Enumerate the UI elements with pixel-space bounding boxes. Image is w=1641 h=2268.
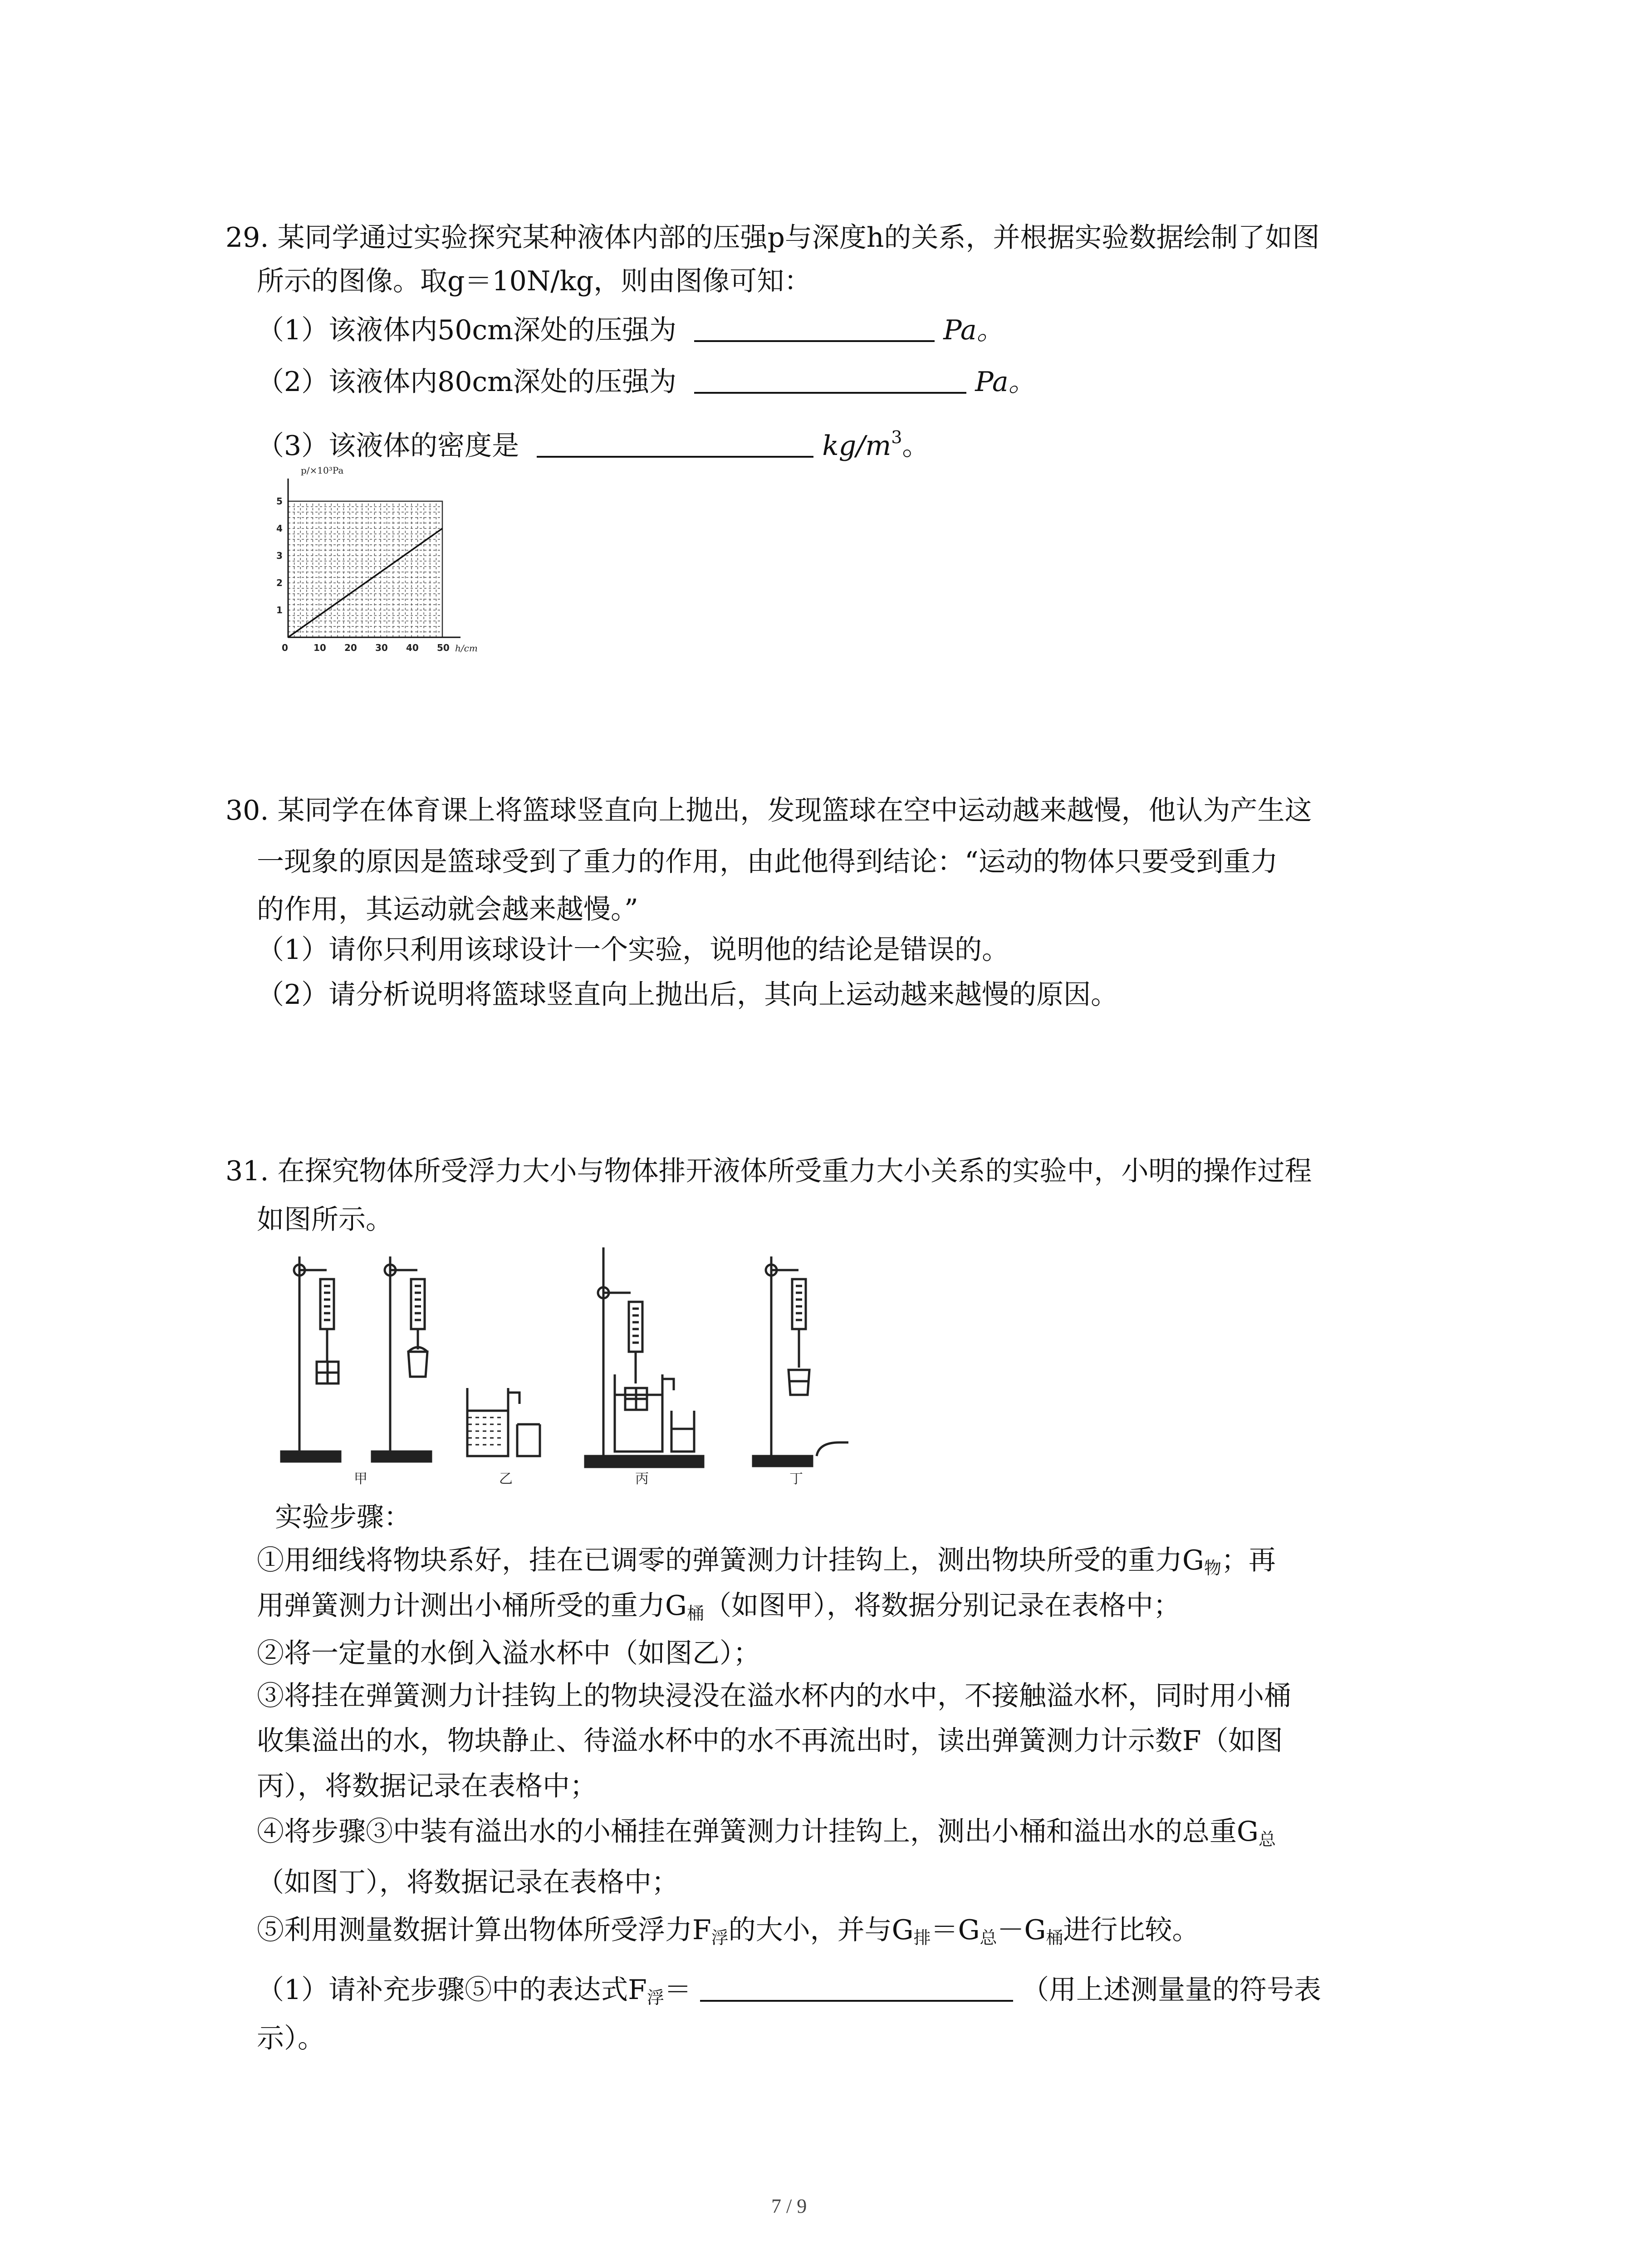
q29-sub3-text: （3）该液体的密度是 bbox=[257, 430, 519, 462]
q31-step5-text-a: ⑤利用测量数据计算出物体所受浮力F bbox=[257, 1914, 711, 1946]
stand-2-with-bucket bbox=[372, 1256, 431, 1461]
y-tick-label: 2 bbox=[276, 577, 283, 588]
q31-step3-b bbox=[257, 1722, 1283, 1760]
stand-3-submerged bbox=[585, 1247, 703, 1467]
q31-step4-text-b: （如图丁），将数据记录在表格中； bbox=[257, 1867, 679, 1898]
y-tick-label: 1 bbox=[276, 605, 283, 616]
q31-step1-b bbox=[257, 1587, 1181, 1633]
q31-step5-sub4: 桶 bbox=[1046, 1928, 1063, 1948]
q29-sub2 bbox=[257, 363, 1036, 401]
fig-label-bing: 丙 bbox=[635, 1471, 649, 1487]
q29-sub1 bbox=[257, 311, 1004, 349]
q30-text-3: 的作用，其运动就会越来越慢。” bbox=[257, 894, 638, 925]
y-tick-label: 4 bbox=[276, 523, 283, 534]
q30-number: 30. bbox=[225, 795, 269, 826]
q31-step1-sub-c: 桶 bbox=[686, 1603, 704, 1623]
q31-step5-text-d: －G bbox=[997, 1914, 1046, 1946]
chart-x-axis-label: h/cm bbox=[455, 643, 478, 654]
q30-text-1: 某同学在体育课上将篮球竖直向上抛出，发现篮球在空中运动越来越慢，他认为产生这 bbox=[277, 795, 1312, 826]
chart-grid bbox=[288, 501, 442, 637]
q31-step5-sub3: 总 bbox=[980, 1928, 997, 1948]
fig-label-jia: 甲 bbox=[354, 1471, 367, 1487]
q31-step5-sub2: 排 bbox=[913, 1928, 931, 1948]
q31-apparatus-figure bbox=[272, 1243, 926, 1488]
q31-step5-sub1: 浮 bbox=[711, 1928, 729, 1948]
q29-sub3-unit: kg/m bbox=[822, 430, 892, 462]
q29-sub2-text: （2）该液体内80cm深处的压强为 bbox=[257, 366, 677, 398]
q31-steps-title bbox=[275, 1498, 411, 1536]
q30-text-2: 一现象的原因是篮球受到了重力的作用，由此他得到结论：“运动的物体只要受到重力 bbox=[257, 846, 1278, 878]
q30-line1 bbox=[225, 792, 1312, 830]
x-tick-label: 20 bbox=[344, 642, 357, 653]
q31-step3-text-b: 收集溢出的水，物块静止、待溢水杯中的水不再流出时，读出弹簧测力计示数F（如图 bbox=[257, 1725, 1283, 1757]
q31-step1-text-b: ；再 bbox=[1221, 1545, 1276, 1576]
q31-sub1-eq: ＝ bbox=[664, 1974, 691, 2006]
q29-answer-blank-3[interactable] bbox=[537, 429, 813, 458]
q31-step1-sub: 物 bbox=[1204, 1558, 1221, 1578]
q31-sub1-cont bbox=[257, 2019, 325, 2058]
q31-step5-text-e: 进行比较。 bbox=[1063, 1914, 1200, 1946]
q31-steps-title-text: 实验步骤： bbox=[275, 1501, 411, 1533]
q31-step3-text-c: 丙），将数据记录在表格中； bbox=[257, 1770, 597, 1802]
q31-line1 bbox=[225, 1152, 1312, 1190]
q31-step1-text-a: ①用细线将物块系好，挂在已调零的弹簧测力计挂钩上，测出物块所受的重力G bbox=[257, 1545, 1204, 1576]
overflow-cup-group bbox=[467, 1388, 540, 1456]
grid-border bbox=[288, 501, 442, 637]
q31-step3-a bbox=[257, 1677, 1291, 1715]
q29-sub1-unit: Pa。 bbox=[943, 314, 1004, 346]
q31-step5-text-b: 的大小，并与G bbox=[728, 1914, 914, 1946]
q29-pressure-depth-chart bbox=[265, 458, 479, 667]
q31-text-2: 如图所示。 bbox=[257, 1204, 393, 1236]
stand-1-with-block bbox=[281, 1256, 340, 1461]
y-tick-label: 5 bbox=[276, 496, 283, 507]
q29-sub2-unit: Pa。 bbox=[975, 366, 1036, 398]
q29-number: 29. bbox=[225, 222, 269, 254]
fig-label-yi: 乙 bbox=[499, 1471, 513, 1487]
x-tick-label: 40 bbox=[406, 642, 419, 653]
q29-answer-blank-1[interactable] bbox=[694, 313, 935, 342]
q30-sub2-text: （2）请分析说明将篮球竖直向上抛出后，其向上运动越来越慢的原因。 bbox=[257, 979, 1118, 1011]
q29-answer-blank-2[interactable] bbox=[694, 365, 966, 394]
q31-step1-text-c: 用弹簧测力计测出小桶所受的重力G bbox=[257, 1590, 687, 1622]
fig-label-ding: 丁 bbox=[789, 1471, 803, 1487]
x-tick-label: 30 bbox=[375, 642, 388, 653]
q31-sub1-sub: 浮 bbox=[647, 1988, 664, 2008]
q31-line2 bbox=[257, 1201, 393, 1239]
q30-sub1 bbox=[257, 931, 1009, 969]
q31-step2-text: ②将一定量的水倒入溢水杯中（如图乙）； bbox=[257, 1637, 760, 1669]
chart-ticks bbox=[276, 496, 450, 653]
q29-line2 bbox=[257, 262, 811, 300]
q31-step5-text-c: ＝G bbox=[931, 1914, 980, 1946]
q31-text-1: 在探究物体所受浮力大小与物体排开液体所受重力大小关系的实验中，小明的操作过程 bbox=[277, 1155, 1312, 1187]
q31-sub1-text-c: （用上述测量量的符号表 bbox=[1021, 1974, 1321, 2006]
q31-step5 bbox=[257, 1911, 1200, 1957]
q31-answer-blank-1[interactable] bbox=[700, 1973, 1013, 2002]
q29-sub1-text: （1）该液体内50cm深处的压强为 bbox=[257, 314, 677, 346]
q29-line1 bbox=[225, 219, 1320, 257]
q31-sub1 bbox=[257, 1971, 1321, 2017]
q31-step1-a bbox=[257, 1541, 1276, 1587]
q31-step4-b bbox=[257, 1863, 679, 1901]
q30-line3 bbox=[257, 890, 638, 929]
x-tick-label: 50 bbox=[437, 642, 450, 653]
q30-line2 bbox=[257, 843, 1278, 881]
stand-4-bucket-with-water bbox=[753, 1256, 848, 1466]
q31-step3-text-a: ③将挂在弹簧测力计挂钩上的物块浸没在溢水杯内的水中，不接触溢水杯，同时用小桶 bbox=[257, 1680, 1291, 1712]
q31-step3-c bbox=[257, 1767, 597, 1805]
q29-text-2: 所示的图像。取g＝10N/kg，则由图像可知： bbox=[257, 265, 812, 297]
q29-text-1: 某同学通过实验探究某种液体内部的压强p与深度h的关系，并根据实验数据绘制了如图 bbox=[277, 222, 1320, 254]
q29-sub3-unit-end: 。 bbox=[902, 430, 930, 462]
x-tick-label: 0 bbox=[282, 642, 288, 653]
q30-sub1-text: （1）请你只利用该球设计一个实验，说明他的结论是错误的。 bbox=[257, 934, 1009, 966]
q29-sub3-unit-sup: 3 bbox=[891, 427, 902, 447]
q31-sub1-text-d: 示）。 bbox=[257, 2023, 325, 2054]
x-tick-label: 10 bbox=[314, 642, 326, 653]
q31-step2 bbox=[257, 1634, 760, 1672]
chart-y-axis-label: p/×10³Pa bbox=[301, 465, 344, 476]
q30-sub2 bbox=[257, 976, 1118, 1014]
q31-step4-sub: 总 bbox=[1258, 1829, 1276, 1849]
q31-step1-text-d: （如图甲），将数据分别记录在表格中； bbox=[704, 1590, 1181, 1622]
page-number: 7 / 9 bbox=[771, 2195, 807, 2217]
q31-number: 31. bbox=[225, 1155, 269, 1187]
q31-sub1-text-a: （1）请补充步骤⑤中的表达式F bbox=[257, 1974, 647, 2006]
q31-step4-a bbox=[257, 1813, 1276, 1858]
q31-step4-text-a: ④将步骤③中装有溢出水的小桶挂在弹簧测力计挂钩上，测出小桶和溢出水的总重G bbox=[257, 1816, 1259, 1848]
y-tick-label: 3 bbox=[276, 550, 283, 561]
